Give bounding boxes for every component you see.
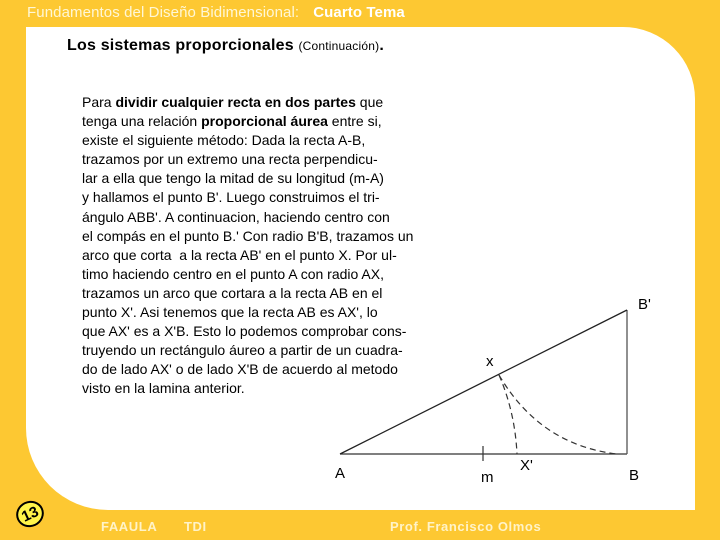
label-X-prime: X' <box>520 457 533 474</box>
body-line: que AX' es a X'B. Esto lo podemos comprobar cons- <box>82 323 407 340</box>
body-line: punto X'. Asi tenemos que la recta AB es AX', lo <box>82 304 378 321</box>
segment-AB-prime <box>340 310 627 454</box>
body-line: arco que corta a la recta AB' en el punto X. Por ul- <box>82 246 397 263</box>
body-line: truyendo un rectángulo áureo a partir de un cuadra- <box>82 342 403 359</box>
bold-text-run: proporcional áurea <box>201 113 328 130</box>
label-m: m <box>481 469 494 486</box>
arc-from-B-prime <box>499 375 617 454</box>
label-X: x <box>486 353 494 370</box>
body-line: existe el siguiente método: Dada la recta A-B, <box>82 132 366 149</box>
label-B: B <box>629 467 640 484</box>
body-line: lar a ella que tengo la mitad de su longitud (m-A) <box>82 170 384 187</box>
text-run: Para <box>82 94 116 110</box>
course-subject: Fundamentos del Diseño Bidimensional: <box>27 4 300 21</box>
label-A: A <box>335 465 346 482</box>
body-line: visto en la lamina anterior. <box>82 380 245 397</box>
body-line: do de lado AX' o de lado X'B de acuerdo al metodo <box>82 361 398 378</box>
footer-institution: FAAULA <box>101 519 158 534</box>
text-run: entre si, <box>327 113 382 130</box>
lesson-title-period: . <box>379 37 384 54</box>
body-line: ángulo ABB'. A continuacion, haciendo centro con <box>82 208 390 225</box>
body-line: timo haciendo centro en el punto A con radio AX, <box>82 265 384 282</box>
lesson-subtitle: (Continuación) <box>298 39 380 53</box>
arc-from-A <box>499 375 517 454</box>
topic-title: Cuarto Tema <box>313 4 405 21</box>
text-run: que <box>355 94 384 110</box>
lesson-title-main: Los sistemas proporcionales <box>67 37 294 54</box>
body-line: el compás en el punto B.' Con radio B'B, trazamos un <box>82 227 414 244</box>
bold-text-run: dividir cualquier recta en dos partes <box>115 94 356 110</box>
body-line: trazamos por un extremo una recta perpendicu- <box>82 151 378 168</box>
text-run: tenga una relación <box>82 113 202 130</box>
label-B-prime: B' <box>638 296 651 313</box>
footer-author: Prof. Francisco Olmos <box>390 519 542 534</box>
body-line: trazamos un arco que cortara a la recta AB en el <box>82 284 383 301</box>
page-number-badge: 13 <box>12 496 48 531</box>
body-line: y hallamos el punto B'. Luego construimos el tri- <box>82 189 380 206</box>
footer-course: TDI <box>184 519 207 534</box>
